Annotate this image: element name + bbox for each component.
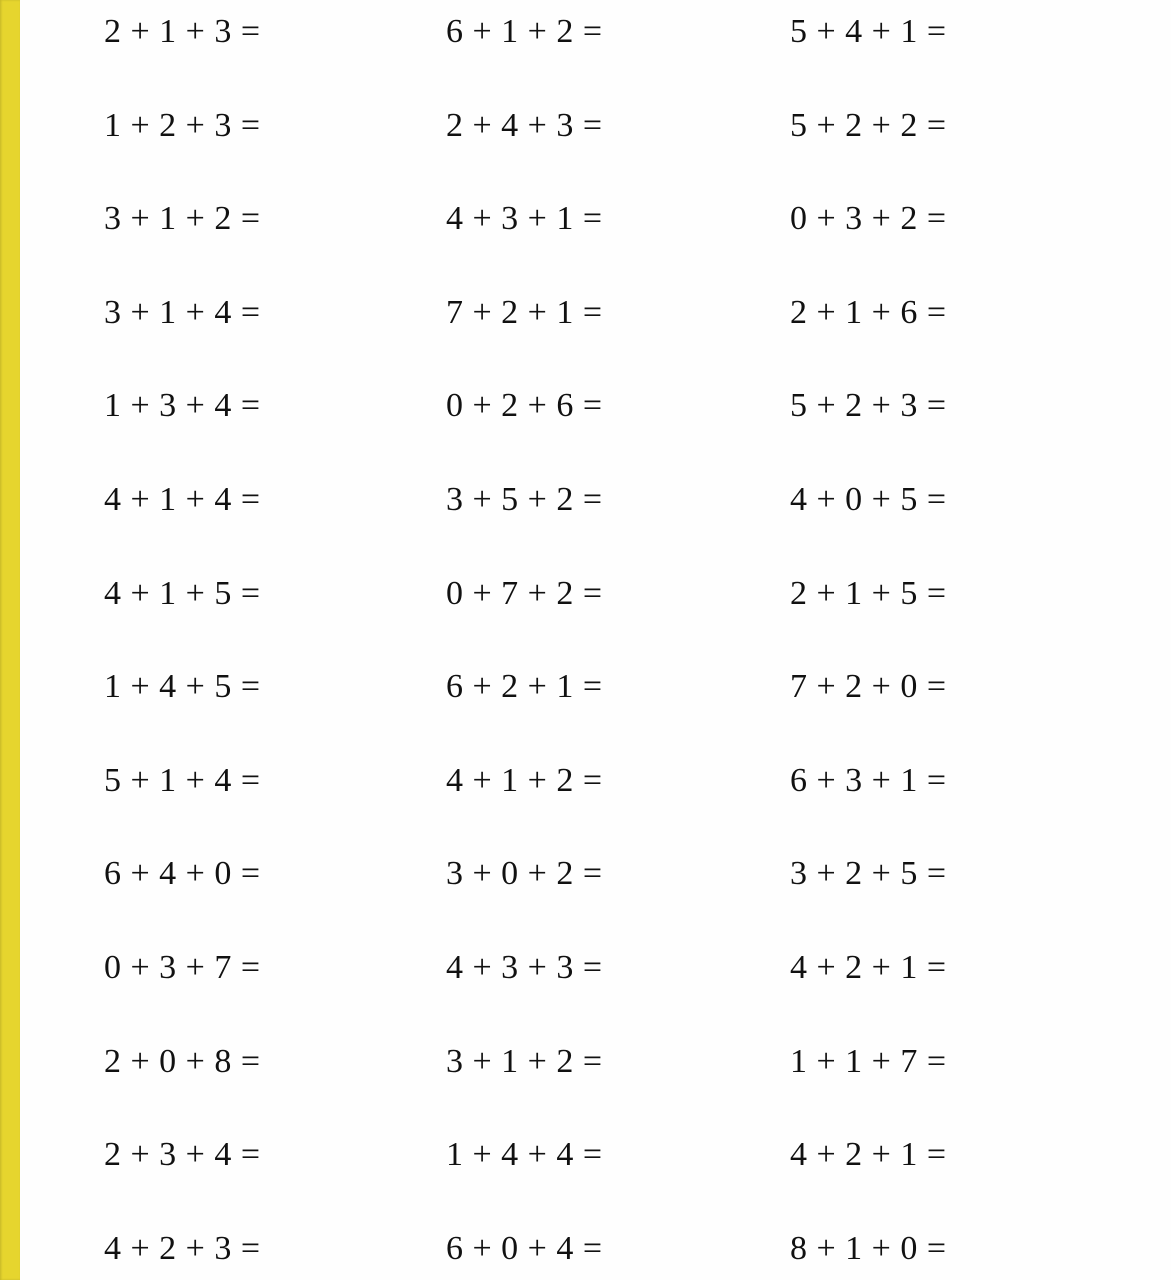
problem-row: [0, 1032, 1171, 1092]
addition-problem: 3 + 1 + 4 =: [104, 293, 261, 331]
addition-problem: 6 + 2 + 1 =: [446, 668, 603, 706]
addition-problem: 4 + 2 + 1 =: [790, 1136, 947, 1174]
addition-problem: 7 + 2 + 0 =: [790, 668, 947, 706]
addition-problem: 4 + 1 + 4 =: [104, 481, 261, 518]
addition-problem: 3 + 1 + 2 =: [104, 200, 261, 238]
addition-problem: 0 + 2 + 6 =: [446, 387, 603, 425]
addition-problem: 6 + 4 + 0 =: [104, 855, 261, 893]
addition-problem: 5 + 2 + 3 =: [790, 387, 947, 425]
addition-problem: 5 + 2 + 2 =: [790, 106, 947, 144]
addition-problem: 1 + 4 + 5 =: [104, 668, 261, 706]
problem-row: [0, 657, 1171, 717]
addition-problem: 2 + 1 + 3 =: [104, 13, 261, 50]
addition-problem: 3 + 2 + 5 =: [790, 855, 947, 893]
problem-row: [0, 189, 1171, 249]
problem-row: [0, 470, 1171, 530]
addition-problem: 1 + 3 + 4 =: [104, 387, 261, 425]
addition-problem: 4 + 3 + 1 =: [446, 200, 603, 238]
addition-problem: 0 + 7 + 2 =: [446, 574, 603, 612]
addition-problem: 1 + 4 + 4 =: [446, 1136, 603, 1174]
problem-row: [0, 751, 1171, 811]
addition-problem: 4 + 1 + 5 =: [104, 574, 261, 612]
addition-problem: 5 + 4 + 1 =: [790, 13, 947, 50]
addition-problem: 0 + 3 + 2 =: [790, 200, 947, 238]
problem-row: [0, 2, 1171, 62]
addition-problem: 4 + 1 + 2 =: [446, 761, 603, 799]
addition-problem: 6 + 0 + 4 =: [446, 1229, 603, 1267]
addition-problem: 1 + 2 + 3 =: [104, 106, 261, 144]
addition-problem: 2 + 0 + 8 =: [104, 1042, 261, 1080]
problem-row: [0, 938, 1171, 998]
addition-problem: 2 + 1 + 5 =: [790, 574, 947, 612]
addition-problem: 7 + 2 + 1 =: [446, 293, 603, 331]
problem-row: [0, 1219, 1171, 1279]
addition-problem: 2 + 1 + 6 =: [790, 293, 947, 331]
addition-problem: 2 + 3 + 4 =: [104, 1136, 261, 1174]
problem-row: [0, 844, 1171, 904]
problem-row: [0, 96, 1171, 156]
addition-problem: 3 + 5 + 2 =: [446, 481, 603, 518]
addition-problem: 1 + 1 + 7 =: [790, 1042, 947, 1080]
addition-problem: 2 + 4 + 3 =: [446, 106, 603, 144]
addition-problem: 6 + 1 + 2 =: [446, 13, 603, 50]
addition-problem: 5 + 1 + 4 =: [104, 761, 261, 799]
addition-problem: 6 + 3 + 1 =: [790, 761, 947, 799]
addition-problem: 4 + 2 + 3 =: [104, 1229, 261, 1267]
addition-problem: 8 + 1 + 0 =: [790, 1229, 947, 1267]
addition-problem: 0 + 3 + 7 =: [104, 949, 261, 986]
addition-problem: 4 + 0 + 5 =: [790, 481, 947, 518]
problem-row: [0, 1125, 1171, 1185]
addition-problem: 4 + 3 + 3 =: [446, 949, 603, 986]
addition-problem: 3 + 0 + 2 =: [446, 855, 603, 893]
addition-problem: 4 + 2 + 1 =: [790, 949, 947, 986]
problem-row: [0, 564, 1171, 624]
problem-row: [0, 376, 1171, 436]
problem-row: [0, 283, 1171, 343]
addition-problem: 3 + 1 + 2 =: [446, 1042, 603, 1080]
